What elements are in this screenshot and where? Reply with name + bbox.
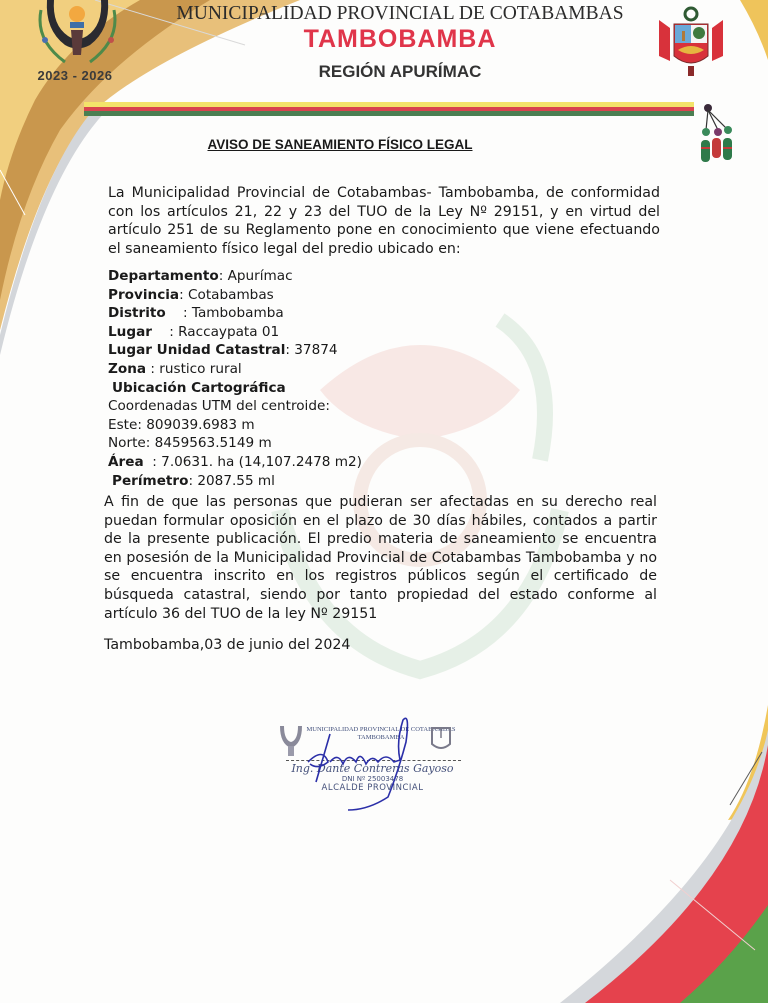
coord-norte: Norte: 8459563.5149 m — [108, 435, 272, 452]
stripe-green — [84, 111, 694, 116]
area-label: Área — [108, 453, 144, 470]
field-distrito — [108, 304, 528, 323]
intro-paragraph: La Municipalidad Provincial de Cotabambas- Tambobamba, de conformidad con los artículos 21, 22 y 23 del TUO de la Ley Nº 29151, y en virtud del artículo 251 de su Reglamento pone en conocimiento que viene efectuando el saneamiento físico legal del predio ubicado en: — [108, 185, 660, 257]
coord-este: Este: 809039.6983 m — [108, 416, 255, 433]
term-years: 2023 - 2026 — [37, 68, 113, 83]
field-label: Lugar Unidad Catastral — [108, 342, 286, 359]
field-sep: : — [146, 360, 160, 377]
cartography-heading-text: Ubicación Cartográfica — [112, 379, 286, 396]
municipal-coat-of-arms-icon — [35, 0, 120, 70]
signature-block — [268, 712, 468, 812]
perimetro-value: : 2087.55 ml — [188, 472, 275, 489]
signer-dni: DNI Nº 25003478 — [341, 775, 404, 783]
city-name: TAMBOBAMBA — [303, 25, 497, 53]
field-lugar — [108, 323, 528, 342]
field-value: 37874 — [294, 342, 338, 359]
signer-role: ALCALDE PROVINCIAL — [321, 783, 424, 793]
peru-national-coat-of-arms-icon — [656, 6, 726, 84]
date-line: Tambobamba,03 de junio del 2024 — [104, 637, 351, 653]
field-value: Cotabambas — [188, 286, 274, 303]
field-departamento — [108, 267, 528, 286]
top-right-gold-arc — [740, 0, 768, 60]
body-paragraph: A fin de que las personas que pudieran ser afectadas en su derecho real puedan formular oposición en el plazo de 30 días hábiles, contados a partir de la presente publicación. El predio materia de saneamiento se encuentra en posesión de la Municipalidad Provincial de Cotabambas Tambobamba y no se encuentra inscrito en los registros públicos según el certificado de búsqueda catastral, siendo por tanto propiedad del estado conforme al artículo 36 del TUO de la ley Nº 29151 — [104, 494, 657, 622]
field-label: Lugar — [108, 323, 152, 340]
region-name: REGIÓN APURÍMAC — [318, 62, 482, 81]
field-label: Distrito — [108, 305, 166, 322]
field-sep: : — [151, 323, 179, 340]
field-unidad-catastral — [108, 341, 528, 360]
field-perimetro — [108, 472, 528, 491]
coords-label: Coordenadas UTM del centroide: — [108, 398, 330, 415]
field-provincia — [108, 286, 528, 305]
signer-name: Ing. Dante Contreras Gayoso — [291, 762, 454, 775]
cartography-heading — [108, 379, 528, 398]
handwritten-signature — [268, 712, 468, 812]
area-value: : 7.0631. ha (14,107.2478 m2) — [143, 453, 362, 470]
field-value: Tambobamba — [191, 305, 284, 322]
municipality-name: MUNICIPALIDAD PROVINCIAL DE COTABAMBAS — [176, 3, 624, 24]
field-sep: : — [218, 268, 228, 284]
document-title: AVISO DE SANEAMIENTO FÍSICO LEGAL — [207, 137, 473, 152]
field-value: Apurímac — [227, 268, 293, 284]
field-value: Raccaypata 01 — [178, 323, 280, 340]
field-label: Provincia — [108, 286, 180, 303]
field-label: Zona — [108, 360, 147, 377]
property-details — [108, 267, 528, 490]
field-sep: : — [285, 342, 295, 359]
field-label: Departamento — [108, 268, 219, 284]
stamp-line1: MUNICIPALIDAD PROVINCIAL DE COTABAMBAS — [306, 726, 456, 733]
field-sep: : — [179, 286, 189, 303]
field-value: rustico rural — [159, 360, 242, 377]
andean-tassels-icon — [700, 100, 736, 166]
field-area — [108, 453, 528, 472]
perimetro-label: Perímetro — [112, 472, 189, 489]
field-sep: : — [165, 305, 192, 322]
tricolor-stripe — [84, 102, 694, 116]
stamp-line2: TAMBOBAMBA — [357, 734, 405, 741]
field-zona — [108, 360, 528, 379]
